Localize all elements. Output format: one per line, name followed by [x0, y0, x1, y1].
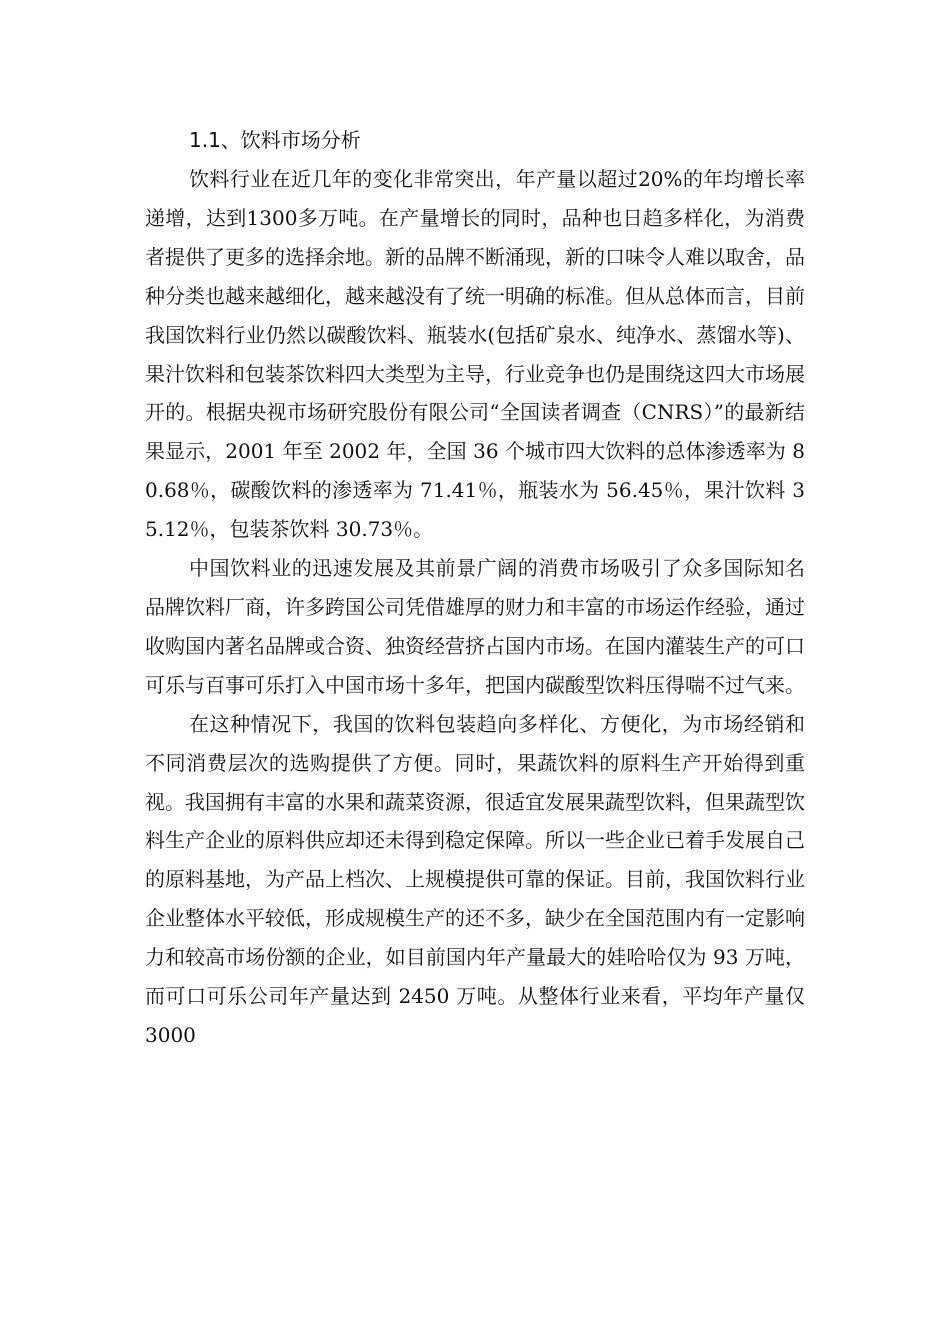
paragraph-market-overview: 饮料行业在近几年的变化非常突出，年产量以超过20%的年均增长率递增，达到1300多万吨。在产量增长的同时，品种也日趋多样化，为消费者提供了更多的选择余地。新的品牌不断涌现，新的口味令人难以取舍，品种分类也越来越细化，越来越没有了统一明确的标准。但从总体而言，目前我国饮料行业仍然以碳酸饮料、瓶装水(包括矿泉水、纯净水、蒸馏水等)、果汁饮料和包装茶饮料四大类型为主导，行业竞争也仍是围绕这四大市场展开的。根据央视市场研究股份有限公司“全国读者调查（CNRS）”的最新结果显示，2001 年至 2002 年，全国 36 个城市四大饮料的总体渗透率为 80.68％，碳酸饮料的渗透率为 71.41％，瓶装水为 56.45％，果汁饮料 35.12％，包装茶饮料 30.73％。: [145, 167, 805, 542]
section-heading: 1.1、饮料市场分析: [189, 128, 361, 152]
paragraph-packaging-trends: 在这种情况下，我国的饮料包装趋向多样化、方便化，为市场经销和不同消费层次的选购提供了方便。同时，果蔬饮料的原料生产开始得到重视。我国拥有丰富的水果和蔬菜资源，很适宜发展果蔬型饮料，但果蔬型饮料生产企业的原料供应却还未得到稳定保障。所以一些企业已着手发展自己的原料基地，为产品上档次、上规模提供可靠的保证。目前，我国饮料行业企业整体水平较低，形成规模生产的还不多，缺少在全国范围内有一定影响力和较高市场份额的企业，如目前国内年产量最大的娃哈哈仅为 93 万吨，而可口可乐公司年产量达到 2450 万吨。从整体行业来看，平均年产量仅 3000: [145, 711, 805, 1047]
document-page: [145, 122, 805, 1055]
paragraph-foreign-competition: 中国饮料业的迅速发展及其前景广阔的消费市场吸引了众多国际知名品牌饮料厂商，许多跨国公司凭借雄厚的财力和丰富的市场运作经验，通过收购国内著名品牌或合资、独资经营挤占国内市场。在国内灌装生产的可口可乐与百事可乐打入中国市场十多年，把国内碳酸型饮料压得喘不过气来。: [145, 556, 805, 697]
